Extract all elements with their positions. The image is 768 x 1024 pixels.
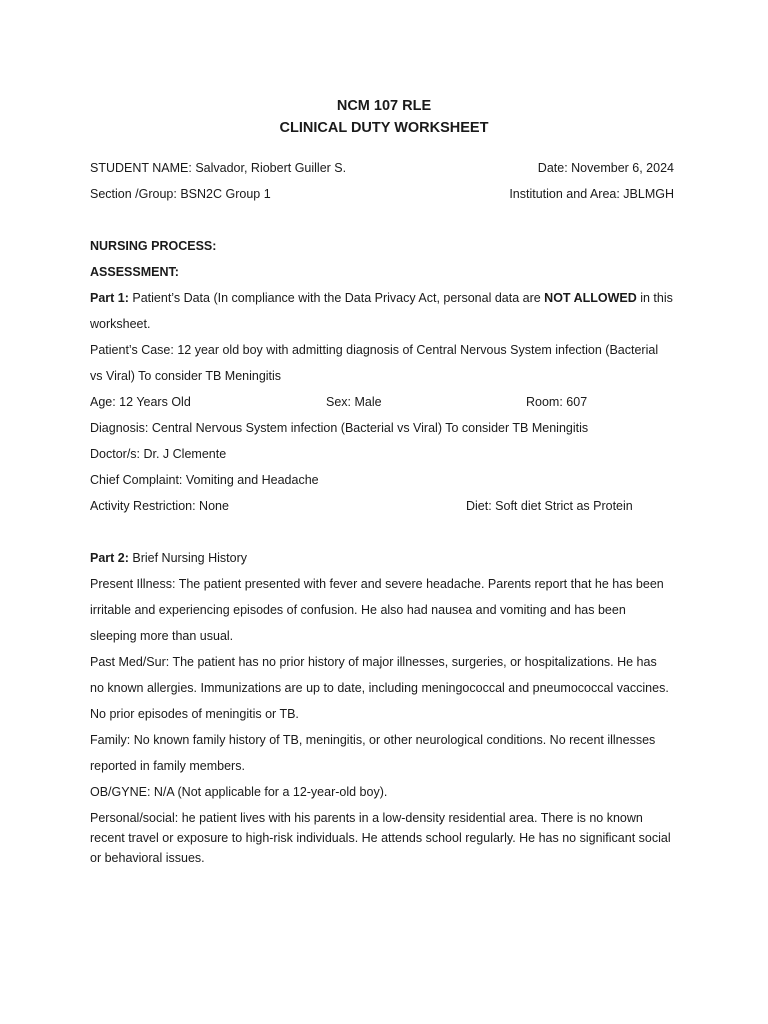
patient-room: Room: 607	[526, 395, 588, 409]
doctor: Doctor/s: Dr. J Clemente	[90, 447, 227, 461]
family-history-line: Family: No known family history of TB, meningitis, or other neurological conditions. No recent illnesses	[90, 733, 656, 747]
institution-area: Institution and Area: JBLMGH	[509, 187, 674, 201]
part1-text: Patient’s Data (In compliance with the Data Privacy Act, personal data are	[128, 291, 545, 305]
present-illness-line: sleeping more than usual.	[90, 629, 234, 643]
part1-section	[90, 288, 682, 522]
activity-diet-row	[90, 496, 682, 522]
personal-social-line: or behavioral issues.	[90, 851, 205, 865]
title-block	[0, 95, 768, 139]
vitals-row	[90, 392, 682, 418]
assessment-label: ASSESSMENT:	[90, 265, 179, 279]
patient-case-cont: vs Viral) To consider TB Meningitis	[90, 369, 282, 383]
family-history-line: reported in family members.	[90, 759, 245, 773]
section-row	[90, 184, 680, 204]
nursing-process-heading	[90, 236, 680, 256]
part1-label: Part 1:	[90, 291, 129, 305]
part2-label: Part 2:	[90, 551, 129, 565]
patient-sex: Sex: Male	[326, 395, 382, 409]
past-med-line: no known allergies. Immunizations are up to date, including meningococcal and pneumococcal vaccines.	[90, 681, 669, 695]
activity-restriction: Activity Restriction: None	[90, 499, 229, 513]
present-illness-line: Present Illness: The patient presented with fever and severe headache. Parents report that he has been	[90, 577, 664, 591]
part1-intro	[90, 288, 682, 314]
patient-age: Age: 12 Years Old	[90, 395, 191, 409]
course-title: NCM 107 RLE	[336, 98, 432, 114]
assessment-heading	[90, 262, 680, 282]
present-illness-line: irritable and experiencing episodes of confusion. He also had nausea and vomiting and has been	[90, 603, 626, 617]
diet: Diet: Soft diet Strict as Protein	[466, 499, 633, 513]
personal-social-line: recent travel or exposure to high-risk individuals. He attends school regularly. He has no significant social	[90, 831, 671, 845]
worksheet-date: Date: November 6, 2024	[537, 161, 674, 175]
nursing-process-label: NURSING PROCESS:	[90, 239, 217, 253]
section-group: Section /Group: BSN2C Group 1	[90, 187, 271, 201]
patient-case: Patient’s Case: 12 year old boy with admitting diagnosis of Central Nervous System infection (Bacterial	[90, 343, 659, 357]
diagnosis: Diagnosis: Central Nervous System infection (Bacterial vs Viral) To consider TB Meningitis	[90, 421, 589, 435]
part2-title: Brief Nursing History	[128, 551, 247, 565]
part2-heading	[90, 548, 682, 574]
part1-intro-cont: worksheet.	[90, 317, 151, 331]
past-med-line: Past Med/Sur: The patient has no prior history of major illnesses, surgeries, or hospitalizations. He has	[90, 655, 657, 669]
part1-text-end: in this	[636, 291, 673, 305]
part2-section	[90, 548, 682, 868]
not-allowed-text: NOT ALLOWED	[544, 291, 637, 305]
past-med-line: No prior episodes of meningitis or TB.	[90, 707, 299, 721]
student-name: STUDENT NAME: Salvador, Riobert Guiller S.	[90, 161, 347, 175]
obgyne-history: OB/GYNE: N/A (Not applicable for a 12-year-old boy).	[90, 785, 388, 799]
worksheet-title: CLINICAL DUTY WORKSHEET	[279, 120, 489, 136]
chief-complaint: Chief Complaint: Vomiting and Headache	[90, 473, 319, 487]
personal-social-paragraph	[90, 808, 682, 868]
student-row	[90, 158, 680, 178]
personal-social-line: Personal/social: he patient lives with his parents in a low-density residential area. There is no known	[90, 811, 643, 825]
